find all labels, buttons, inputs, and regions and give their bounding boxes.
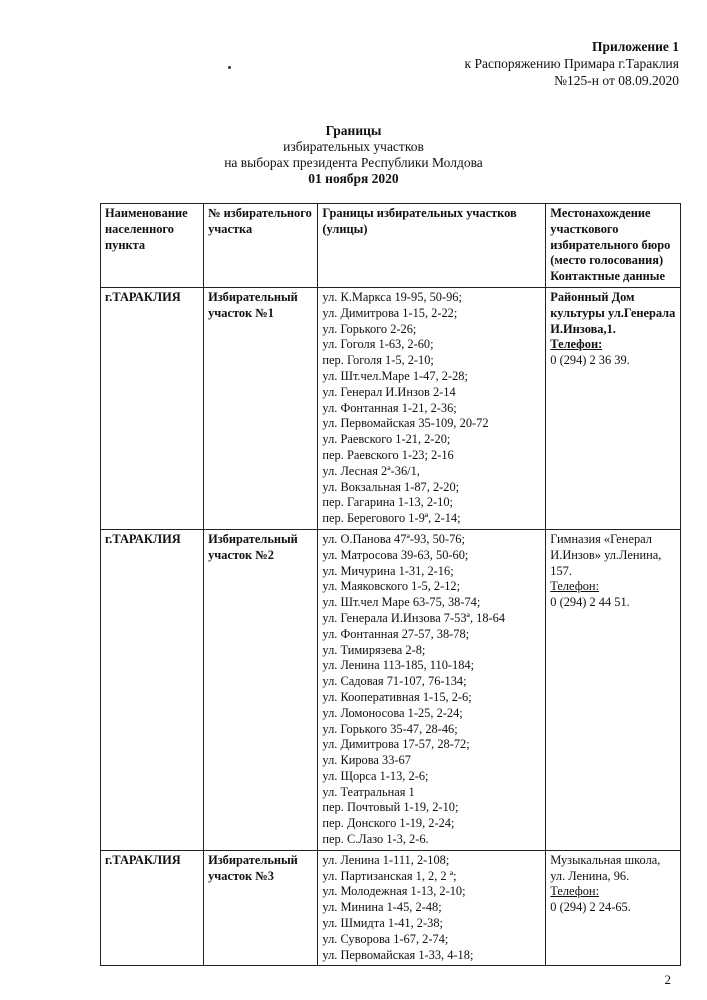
heading-election: на выборах президента Республики Молдова xyxy=(224,155,483,170)
street-line: пер. Донского 1-19, 2-24; xyxy=(322,816,455,831)
phone-number: 0 (294) 2 24-65. xyxy=(550,900,631,915)
street-line: ул. Молодежная 1-13, 2-10; xyxy=(322,884,466,899)
street-line: ул. Маяковского 1-5, 2-12; xyxy=(322,579,461,594)
street-line: ул. Генерала И.Инзова 7-53ª, 18-64 xyxy=(322,610,506,625)
streets-cell xyxy=(318,529,546,850)
street-line: ул. Гоголя 1-63, 2-60; xyxy=(322,337,434,352)
precincts-table xyxy=(100,203,681,966)
locality-cell: г.ТАРАКЛИЯ xyxy=(101,529,204,850)
streets-cell xyxy=(318,850,546,966)
appendix-decree-number: №125-н от 08.09.2020 xyxy=(554,73,679,88)
street-line: пер. Почтовый 1-19, 2-10; xyxy=(322,800,459,815)
street-line: ул. Горького 35-47, 28-46; xyxy=(322,721,458,736)
locality-cell: г.ТАРАКЛИЯ xyxy=(101,850,204,966)
street-line: ул. Матросова 39-63, 50-60; xyxy=(322,547,469,562)
table-row xyxy=(101,529,681,850)
location-cell xyxy=(546,287,681,529)
street-line: ул. Димитрова 17-57, 28-72; xyxy=(322,737,470,752)
street-line: пер. Гагарина 1-13, 2-10; xyxy=(322,495,453,510)
streets-cell xyxy=(318,287,546,529)
heading-title: Границы xyxy=(325,123,382,138)
location-cell xyxy=(546,850,681,966)
header-location: Местонахождение участкового избирательного бюро (место голосования) Контактные данные xyxy=(546,204,681,288)
scan-speck xyxy=(228,66,231,69)
header-precinct: № избирательного участка xyxy=(204,204,318,288)
page-number: 2 xyxy=(664,972,671,987)
polling-location: Гимназия «Генерал И.Инзов» ул.Ленина, 157. xyxy=(550,531,662,578)
street-line: ул. Ленина 1-111, 2-108; xyxy=(322,852,450,867)
polling-location: Музыкальная школа, ул. Ленина, 96. xyxy=(550,852,661,883)
street-line: ул. О.Панова 47ª-93, 50-76; xyxy=(322,531,465,546)
phone-label: Телефон: xyxy=(550,337,603,352)
street-line: ул. Суворова 1-67, 2-74; xyxy=(322,931,449,946)
table-header-row xyxy=(101,204,681,288)
phone-label: Телефон: xyxy=(550,579,600,594)
street-line: ул. Первомайская 1-33, 4-18; xyxy=(322,947,474,962)
street-line: ул. Фонтанная 1-21, 2-36; xyxy=(322,400,457,415)
street-line: ул. К.Маркса 19-95, 50-96; xyxy=(322,289,462,304)
table-row xyxy=(101,850,681,966)
street-line: ул. Шт.чел Маре 63-75, 38-74; xyxy=(322,595,481,610)
street-line: ул. Фонтанная 27-57, 38-78; xyxy=(322,626,470,641)
street-line: ул. Минина 1-45, 2-48; xyxy=(322,900,442,915)
street-line: ул. Садовая 71-107, 76-134; xyxy=(322,674,467,689)
polling-location: Районный Дом культуры ул.Генерала И.Инзова,1. xyxy=(550,289,676,336)
heading-date: 01 ноября 2020 xyxy=(308,171,399,186)
precinct-cell: Избирательный участок №2 xyxy=(204,529,318,850)
street-line: ул. Кирова 33-67 xyxy=(322,753,411,768)
street-line: ул. Шмидта 1-41, 2-38; xyxy=(322,916,443,931)
precinct-cell: Избирательный участок №1 xyxy=(204,287,318,529)
appendix-header xyxy=(465,38,679,89)
precinct-cell: Избирательный участок №3 xyxy=(204,850,318,966)
street-line: пер. Берегового 1-9ª, 2-14; xyxy=(322,511,461,526)
heading-subtitle: избирательных участков xyxy=(283,139,424,154)
street-line: ул. Лесная 2ª-36/1, xyxy=(322,463,420,478)
street-line: ул. Вокзальная 1-87, 2-20; xyxy=(322,479,460,494)
phone-number: 0 (294) 2 44 51. xyxy=(550,595,630,610)
street-line: пер. С.Лазо 1-3, 2-6. xyxy=(322,832,429,847)
appendix-title: Приложение 1 xyxy=(591,39,679,54)
table-row xyxy=(101,287,681,529)
document-heading xyxy=(0,123,707,187)
street-line: ул. Ломоносова 1-25, 2-24; xyxy=(322,705,463,720)
header-locality: Наименование населенного пункта xyxy=(101,204,204,288)
street-line: ул. Ленина 113-185, 110-184; xyxy=(322,658,475,673)
street-line: ул. Кооперативная 1-15, 2-6; xyxy=(322,689,472,704)
street-line: ул. Щорса 1-13, 2-6; xyxy=(322,768,429,783)
street-line: ул. Горького 2-26; xyxy=(322,321,417,336)
street-line: ул. Мичурина 1-31, 2-16; xyxy=(322,563,454,578)
phone-number: 0 (294) 2 36 39. xyxy=(550,353,630,368)
street-line: ул. Первомайская 35-109, 20-72 xyxy=(322,416,489,431)
street-line: ул. Шт.чел.Маре 1-47, 2-28; xyxy=(322,368,468,383)
street-line: пер. Раевского 1-23; 2-16 xyxy=(322,447,454,462)
table-body xyxy=(101,287,681,965)
locality-cell: г.ТАРАКЛИЯ xyxy=(101,287,204,529)
street-line: ул. Театральная 1 xyxy=(322,784,415,799)
appendix-decree: к Распоряжению Примара г.Тараклия xyxy=(464,56,679,71)
street-line: ул. Раевского 1-21, 2-20; xyxy=(322,432,451,447)
street-line: ул. Тимирязева 2-8; xyxy=(322,642,426,657)
street-line: ул. Партизанская 1, 2, 2 ª; xyxy=(322,868,457,883)
street-line: пер. Гоголя 1-5, 2-10; xyxy=(322,353,434,368)
location-cell xyxy=(546,529,681,850)
header-streets: Границы избирательных участков (улицы) xyxy=(318,204,546,288)
street-line: ул. Генерал И.Инзов 2-14 xyxy=(322,384,456,399)
phone-label: Телефон: xyxy=(550,884,600,899)
street-line: ул. Димитрова 1-15, 2-22; xyxy=(322,305,458,320)
